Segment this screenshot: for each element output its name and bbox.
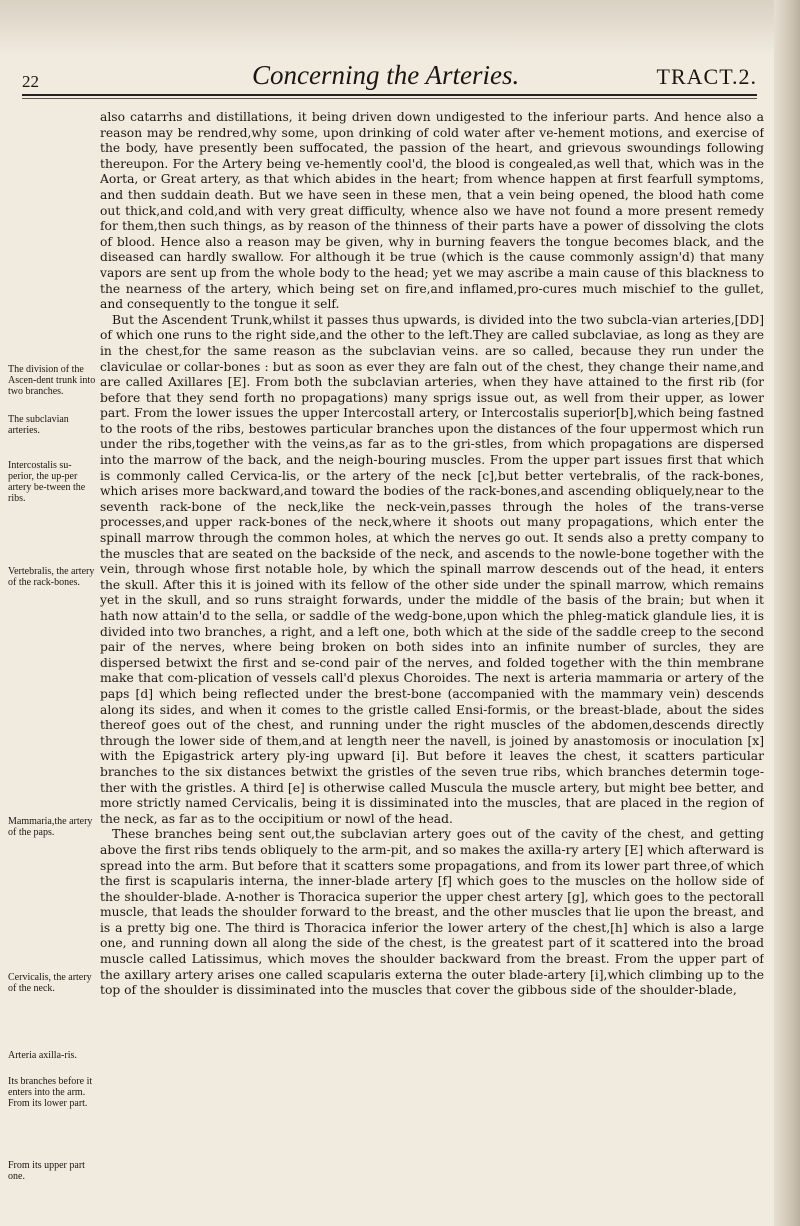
- margin-note-upper-part: From its upper part one.: [8, 1160, 85, 1182]
- margin-note-branches: Its branches before it enters into the arm. From its lower part.: [8, 1076, 93, 1109]
- header-rule-thin: [22, 98, 757, 99]
- margin-note-intercostalis: Intercostalis su-perior, the up-per artery be-tween the ribs.: [8, 460, 86, 504]
- page-number: 22: [22, 72, 39, 91]
- main-text: [100, 110, 764, 1220]
- page-header: [22, 60, 757, 112]
- paragraph: These branches being sent out,the subclavian artery goes out of the cavity of the chest, and getting above the first ribs tends obliquely to the arm-pit, and so makes the axilla-ry artery [E] which afterward is spread into the arm. But before that it scatters some propagations, and from its lower part three,of which the first is scapularis interna, the inner-blade artery [f] which goes to the muscles on the hollow side of the shoulder-blade. A-nother is Thoracica superior the upper chest artery [g], which goes to the pectorall muscle, that leads the shoulder forward to the breast, and the other muscles that lie upon the breast, and is a pretty big one. The third is Thoracica inferior the lower artery of the chest,[h] which is also a large one, and running down all along the side of the chest, is the greatest part of it scattered into the broad muscle called Latissimus, which moves the shoulder backward from the breast. From the upper part of the axillary artery arises one called scapularis externa the outer blade-artery [i],which climbing up to the top of the shoulder is dissiminated into the muscles that cover the gibbous side of the shoulder-blade,: [100, 827, 764, 998]
- margin-note-division: The division of the Ascen-dent trunk into two branches.: [8, 364, 96, 397]
- page-top-shadow: [0, 0, 800, 56]
- margin-note-axillaris: Arteria axilla-ris.: [8, 1050, 77, 1061]
- paragraph: also catarrhs and distillations, it being driven down undigested to the inferiour parts. And hence also a reason may be rendred,why some, upon drinking of cold water after ve-hement motions, and exercise of the body, have presently been suffocated, the passion of the heart, and grievous swoundings following thereupon. For the Artery being ve-hemently cool'd, the blood is congealed,as well that, which was in the Aorta, or Great artery, as that which abides in the heart; from whence happen at first fearfull symptoms, and then suddain death. But we have seen in these men, that a vein being opened, the blood hath come out thick,and cold,and with very great difficulty, whence also we have not found a more present remedy for them,then such things, as by reason of the thinness of their parts have a power of dissolving the clots of blood. Hence also a reason may be given, why in burning feavers the tongue becomes black, and the diseased can hardly swallow. For although it be true (which is the cause commonly assign'd) that many vapors are sent up from the whole body to the head; yet we may ascribe a main cause of this blackness to the nearness of the artery, which being set on fire,and inflamed,pro-cures much mischief to the gullet, and consequently to the tongue it self.: [100, 110, 764, 312]
- margin-note-vertebralis: Vertebralis, the artery of the rack-bones.: [8, 566, 95, 588]
- page-binding-edge: [774, 0, 800, 1226]
- tract-label: TRACT.2.: [656, 64, 757, 89]
- margin-note-cervicalis: Cervicalis, the artery of the neck.: [8, 972, 92, 994]
- running-head: Concerning the Arteries.: [252, 60, 520, 90]
- header-rule: [22, 94, 757, 96]
- paragraph: But the Ascendent Trunk,whilst it passes thus upwards, is divided into the two subcla-vian arteries,[DD] of which one runs to the right side,and the other to the left.They are called subclaviae, as long as they are in the chest,for the same reason as the subclavian veins. are so called, because they run under the claviculae or collar-bones : but as soon as ever they are faln out of the chest, they change their name,and are called Axillares [E]. From both the subclavian arteries, when they have attained to the first rib (for before that they send forth no propagations) many sprigs issue out, as well from their upper, as lower part. From the lower issues the upper Intercostall artery, or Intercostalis superior[b],which being fastned to the roots of the ribs, bestowes particular branches upon the distances of the four uppermost which run under the ribs,together with the veins,as far as to the gri-stles, from which propagations are dispersed into the marrow of the back, and the neigh-bouring muscles. From the upper part issues first that which is commonly called Cervica-lis, or the artery of the neck [c],but better vertebralis, of the rack-bones, which arises more backward,and toward the bodies of the rack-bones,and ascending obliquely,near to the seventh rack-bone of the neck,like the neck-vein,passes through the holes of the trans-verse processes,and upper rack-bones of the neck,where it shoots out many propagations, which enter the spinall marrow through the common holes, at which the nerves go out. It sends also a pretty company to the muscles that are seated on the backside of the neck, and ascends to the nowle-bone together with the vein, through whose first notable hole, by which the spinall marrow descends out of the head, it enters the skull. After this it is joined with its fellow of the other side under the spinall marrow, which remains yet in the skull, and so runs straight forwards, under the middle of the basis of the brain; but when it hath now attain'd to the sella, or saddle of the wedg-bone,upon which the phleg-matick glandule lies, it is divided into two branches, a right, and a left one, both which at the side of the saddle creep to the second pair of the nerves, where being broken on both sides into an infinite number of surcles, they are dispersed betwixt the first and se-cond pair of the nerves, and folded together with the thin membrane make that com-plication of vessels call'd plexus Choroides. The next is arteria mammaria or artery of the paps [d] which being reflected under the brest-bone (accompanied with the mammary vein) descends along its sides, and when it comes to the gristle called Ensi-formis, or the breast-blade, about the sides thereof goes out of the chest, and running under the right muscles of the abdomen,descends directly through the lower side of them,and at length neer the navell, is joined by anastomosis or inoculation [x] with the Epigastrick artery ply-ing upward [i]. But before it leaves the chest, it scatters particular branches to the six distances betwixt the gristles of the seven true ribs, which branches determin toge-ther with the gristles. A third [e] is otherwise called Muscula the muscle artery, but might bee better, and more strictly named Cervicalis, being it is dissiminated into the muscles, that are placed in the region of the neck, as far as to the occipitium or nowl of the head.: [100, 312, 764, 826]
- margin-note-subclavian: The subclavian arteries.: [8, 414, 69, 436]
- margin-note-mammaria: Mammaria,the artery of the paps.: [8, 816, 93, 838]
